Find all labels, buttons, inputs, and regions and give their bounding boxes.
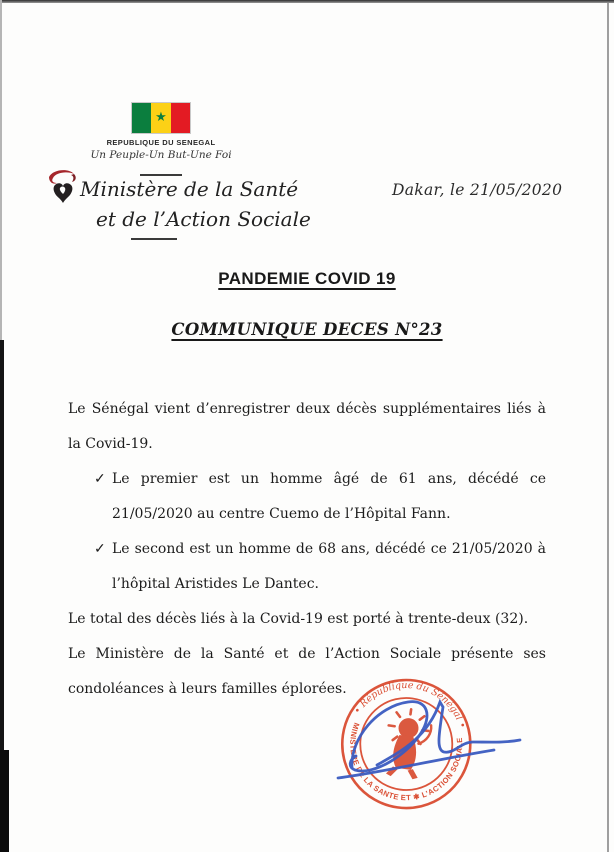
ministry-stamp bbox=[325, 667, 487, 826]
dateline: Dakar, le 21/05/2020 bbox=[392, 181, 563, 199]
stamp-arc-top-text: • République du Sénégal • bbox=[351, 679, 468, 730]
list-item bbox=[94, 532, 546, 602]
ministry-name-line2: et de l’Action Sociale bbox=[96, 207, 311, 231]
list-item bbox=[94, 462, 546, 532]
ministry-name-line1: Ministère de la Santé bbox=[80, 177, 299, 201]
national-motto: Un Peuple-Un But-Une Foi bbox=[90, 149, 232, 161]
total-deaths-line: Le total des décès liés à la Covid-19 est porté à trente-deux (32). bbox=[68, 611, 529, 627]
intro-paragraph: Le Sénégal vient d’enregistrer deux décès supplémentaires liés à la Covid-19. bbox=[68, 401, 546, 452]
flag-band-red bbox=[171, 103, 190, 133]
flag-star-icon: ★ bbox=[155, 109, 167, 125]
flag-band-green bbox=[132, 103, 151, 133]
header-rule-bottom bbox=[131, 238, 177, 240]
scan-edge-top bbox=[0, 0, 614, 3]
senegal-flag bbox=[132, 103, 190, 133]
death-entry-1: Le premier est un homme âgé de 61 ans, décédé ce 21/05/2020 au centre Cuemo de l’Hôpital Fann. bbox=[112, 471, 546, 522]
condolences-line: Le Ministère de la Santé et de l’Action Sociale présente ses condoléances à leurs familles éplorées. bbox=[68, 646, 546, 697]
document-title: PANDEMIE COVID 19 bbox=[218, 269, 396, 288]
flag-block bbox=[90, 103, 232, 176]
scan-edge-right bbox=[607, 3, 609, 852]
document-subtitle: COMMUNIQUE DECES N°23 bbox=[171, 320, 443, 339]
document-body bbox=[68, 392, 546, 707]
death-entry-2: Le second est un homme de 68 ans, décédé ce 21/05/2020 à l’hôpital Aristides Le Dantec. bbox=[112, 541, 546, 592]
stamp-arc-bottom-text: MINISTERE DE LA SANTE ET ✱ L’ACTION SOCIALE bbox=[348, 721, 465, 803]
ministry-logo-icon bbox=[43, 167, 81, 209]
scan-edge-bottom-left bbox=[0, 750, 9, 852]
check-icon: ✓ bbox=[94, 541, 106, 557]
ministry-name bbox=[80, 174, 311, 234]
republic-label: REPUBLIQUE DU SENEGAL bbox=[106, 138, 216, 147]
stamp-lion-emblem bbox=[382, 707, 434, 781]
check-icon: ✓ bbox=[94, 471, 106, 487]
death-list bbox=[68, 462, 546, 602]
